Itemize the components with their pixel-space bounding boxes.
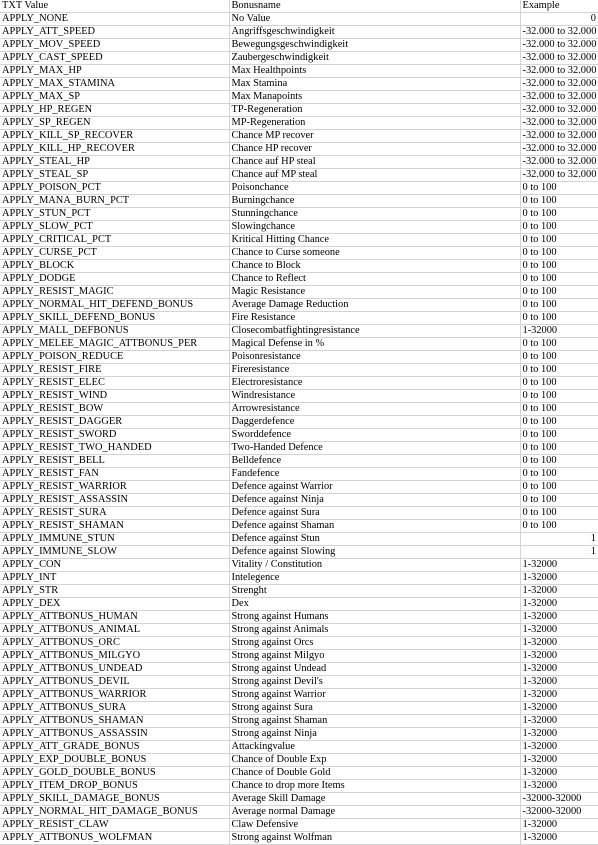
cell-example[interactable]: 1 (520, 533, 598, 546)
table-row (0, 338, 598, 351)
cell-bonusname[interactable]: Chance auf MP steal (229, 169, 520, 182)
cell-example[interactable]: 0 to 100 (520, 260, 598, 273)
cell-example[interactable]: 1-32000 (520, 741, 598, 754)
cell-bonusname[interactable]: Poisonresistance (229, 351, 520, 364)
cell-example[interactable]: 1-32000 (520, 754, 598, 767)
cell-example[interactable]: 1-32000 (520, 637, 598, 650)
table-row (0, 351, 598, 364)
cell-bonusname[interactable]: Max Manapoints (229, 91, 520, 104)
cell-bonusname[interactable]: Strong against Milgyo (229, 650, 520, 663)
table-row (0, 286, 598, 299)
cell-bonusname[interactable]: Chance HP recover (229, 143, 520, 156)
cell-bonusname[interactable]: Strong against Orcs (229, 637, 520, 650)
cell-example[interactable]: 0 to 100 (520, 416, 598, 429)
cell-example[interactable]: 0 to 100 (520, 273, 598, 286)
cell-txt-value[interactable]: APPLY_RESIST_BOW (0, 403, 229, 416)
cell-txt-value[interactable]: APPLY_POISON_REDUCE (0, 351, 229, 364)
cell-bonusname[interactable]: Chance to Block (229, 260, 520, 273)
table-row (0, 78, 598, 91)
cell-example[interactable]: 1-32000 (520, 559, 598, 572)
table-row (0, 689, 598, 702)
cell-example[interactable]: -32.000 to 32.000 (520, 91, 598, 104)
table-row (0, 247, 598, 260)
cell-txt-value[interactable]: APPLY_KILL_SP_RECOVER (0, 130, 229, 143)
cell-example[interactable]: 1-32000 (520, 325, 598, 338)
cell-bonusname[interactable]: Strong against Warrior (229, 689, 520, 702)
table-row (0, 273, 598, 286)
cell-example[interactable]: 0 to 100 (520, 520, 598, 533)
cell-bonusname[interactable]: Strong against Wolfman (229, 832, 520, 845)
cell-txt-value[interactable]: APPLY_SKILL_DAMAGE_BONUS (0, 793, 229, 806)
table-row (0, 325, 598, 338)
cell-example[interactable]: 1-32000 (520, 663, 598, 676)
cell-txt-value[interactable]: APPLY_CON (0, 559, 229, 572)
table-row (0, 156, 598, 169)
cell-txt-value[interactable]: APPLY_RESIST_FIRE (0, 364, 229, 377)
table-row (0, 403, 598, 416)
cell-example[interactable]: 0 to 100 (520, 429, 598, 442)
table-row (0, 26, 598, 39)
table-row (0, 455, 598, 468)
cell-example[interactable]: 0 to 100 (520, 403, 598, 416)
cell-bonusname[interactable]: Intelegence (229, 572, 520, 585)
cell-example[interactable]: 0 to 100 (520, 195, 598, 208)
table-row (0, 676, 598, 689)
table-row (0, 598, 598, 611)
cell-example[interactable]: 0 to 100 (520, 286, 598, 299)
cell-bonusname[interactable]: Chance to drop more Items (229, 780, 520, 793)
table-row (0, 260, 598, 273)
cell-bonusname[interactable]: Strong against Undead (229, 663, 520, 676)
table-row (0, 702, 598, 715)
cell-bonusname[interactable]: Stunningchance (229, 208, 520, 221)
cell-example[interactable]: 1-32000 (520, 676, 598, 689)
cell-txt-value[interactable]: APPLY_RESIST_BELL (0, 455, 229, 468)
cell-bonusname[interactable]: Defence against Warrior (229, 481, 520, 494)
cell-example[interactable]: 0 to 100 (520, 299, 598, 312)
header-bonusname[interactable]: Bonusname (229, 0, 520, 13)
table-row (0, 104, 598, 117)
cell-bonusname[interactable]: Claw Defensive (229, 819, 520, 832)
header-example[interactable]: Example (520, 0, 598, 13)
cell-txt-value[interactable]: APPLY_ATTBONUS_SHAMAN (0, 715, 229, 728)
cell-example[interactable]: 0 (520, 13, 598, 26)
cell-bonusname[interactable]: TP-Regeneration (229, 104, 520, 117)
cell-bonusname[interactable]: Magical Defense in % (229, 338, 520, 351)
cell-bonusname[interactable]: Attackingvalue (229, 741, 520, 754)
cell-example[interactable]: 0 to 100 (520, 494, 598, 507)
table-row (0, 559, 598, 572)
cell-bonusname[interactable]: Chance of Double Gold (229, 767, 520, 780)
cell-txt-value[interactable]: APPLY_ATT_SPEED (0, 26, 229, 39)
cell-bonusname[interactable]: MP-Regeneration (229, 117, 520, 130)
cell-txt-value[interactable]: APPLY_ATTBONUS_HUMAN (0, 611, 229, 624)
cell-txt-value[interactable]: APPLY_IMMUNE_STUN (0, 533, 229, 546)
table-row (0, 208, 598, 221)
cell-txt-value[interactable]: APPLY_ITEM_DROP_BONUS (0, 780, 229, 793)
cell-txt-value[interactable]: APPLY_EXP_DOUBLE_BONUS (0, 754, 229, 767)
cell-txt-value[interactable]: APPLY_RESIST_CLAW (0, 819, 229, 832)
cell-bonusname[interactable]: Burningchance (229, 195, 520, 208)
cell-bonusname[interactable]: Dex (229, 598, 520, 611)
cell-bonusname[interactable]: Magic Resistance (229, 286, 520, 299)
cell-bonusname[interactable]: Vitality / Constitution (229, 559, 520, 572)
table-row (0, 585, 598, 598)
cell-txt-value[interactable]: APPLY_RESIST_FAN (0, 468, 229, 481)
cell-bonusname[interactable]: Belldefence (229, 455, 520, 468)
header-row (0, 0, 598, 13)
table-row (0, 572, 598, 585)
cell-example[interactable]: 1 (520, 546, 598, 559)
cell-bonusname[interactable]: Arrowresistance (229, 403, 520, 416)
cell-example[interactable]: 1-32000 (520, 715, 598, 728)
table-row (0, 715, 598, 728)
cell-txt-value[interactable]: APPLY_DODGE (0, 273, 229, 286)
cell-example[interactable]: 1-32000 (520, 728, 598, 741)
cell-example[interactable]: 1-32000 (520, 767, 598, 780)
cell-example[interactable]: 1-32000 (520, 780, 598, 793)
table-row (0, 182, 598, 195)
cell-example[interactable]: -32.000 to 32.000 (520, 26, 598, 39)
cell-example[interactable]: -32.000 to 32.000 (520, 52, 598, 65)
cell-example[interactable]: -32.000 to 32.000 (520, 143, 598, 156)
cell-txt-value[interactable]: APPLY_RESIST_MAGIC (0, 286, 229, 299)
cell-txt-value[interactable]: APPLY_RESIST_WIND (0, 390, 229, 403)
cell-bonusname[interactable]: Closecombatfightingresistance (229, 325, 520, 338)
table-row (0, 442, 598, 455)
cell-bonusname[interactable]: Average Skill Damage (229, 793, 520, 806)
table-row (0, 806, 598, 819)
cell-example[interactable]: 1-32000 (520, 585, 598, 598)
table-row (0, 507, 598, 520)
table-row (0, 533, 598, 546)
cell-bonusname[interactable]: Strong against Devil's (229, 676, 520, 689)
cell-example[interactable]: 0 to 100 (520, 442, 598, 455)
table-row (0, 91, 598, 104)
cell-bonusname[interactable]: Strong against Shaman (229, 715, 520, 728)
table-row (0, 416, 598, 429)
cell-txt-value[interactable]: APPLY_RESIST_DAGGER (0, 416, 229, 429)
cell-example[interactable]: 1-32000 (520, 689, 598, 702)
cell-example[interactable]: 0 to 100 (520, 338, 598, 351)
cell-example[interactable]: 0 to 100 (520, 390, 598, 403)
cell-txt-value[interactable]: APPLY_RESIST_WARRIOR (0, 481, 229, 494)
cell-txt-value[interactable]: APPLY_STEAL_HP (0, 156, 229, 169)
cell-txt-value[interactable]: APPLY_BLOCK (0, 260, 229, 273)
cell-bonusname[interactable]: Slowingchance (229, 221, 520, 234)
cell-bonusname[interactable]: Defence against Slowing (229, 546, 520, 559)
cell-txt-value[interactable]: APPLY_RESIST_SHAMAN (0, 520, 229, 533)
cell-txt-value[interactable]: APPLY_RESIST_SWORD (0, 429, 229, 442)
table-row (0, 663, 598, 676)
cell-bonusname[interactable]: Fireresistance (229, 364, 520, 377)
cell-txt-value[interactable]: APPLY_RESIST_ELEC (0, 377, 229, 390)
cell-txt-value[interactable]: APPLY_MELEE_MAGIC_ATTBONUS_PER (0, 338, 229, 351)
cell-txt-value[interactable]: APPLY_DEX (0, 598, 229, 611)
table-row (0, 299, 598, 312)
table-row (0, 143, 598, 156)
cell-txt-value[interactable]: APPLY_MALL_DEFBONUS (0, 325, 229, 338)
table-row (0, 611, 598, 624)
cell-txt-value[interactable]: APPLY_STEAL_SP (0, 169, 229, 182)
cell-txt-value[interactable]: APPLY_CAST_SPEED (0, 52, 229, 65)
cell-txt-value[interactable]: APPLY_IMMUNE_SLOW (0, 546, 229, 559)
cell-txt-value[interactable]: APPLY_ATT_GRADE_BONUS (0, 741, 229, 754)
cell-txt-value[interactable]: APPLY_SKILL_DEFEND_BONUS (0, 312, 229, 325)
table-row (0, 728, 598, 741)
cell-txt-value[interactable]: APPLY_ATTBONUS_WOLFMAN (0, 832, 229, 845)
table-row (0, 793, 598, 806)
cell-txt-value[interactable]: APPLY_RESIST_SURA (0, 507, 229, 520)
cell-example[interactable]: 0 to 100 (520, 351, 598, 364)
table-row (0, 650, 598, 663)
cell-bonusname[interactable]: Angriffsgeschwindigkeit (229, 26, 520, 39)
cell-example[interactable]: -32000-32000 (520, 793, 598, 806)
cell-bonusname[interactable]: Strong against Sura (229, 702, 520, 715)
table-row (0, 624, 598, 637)
cell-example[interactable]: -32000-32000 (520, 806, 598, 819)
table-row (0, 234, 598, 247)
table-row (0, 481, 598, 494)
cell-example[interactable]: -32.000 to 32.000 (520, 169, 598, 182)
cell-txt-value[interactable]: APPLY_INT (0, 572, 229, 585)
cell-bonusname[interactable]: Sworddefence (229, 429, 520, 442)
cell-example[interactable]: 1-32000 (520, 611, 598, 624)
cell-bonusname[interactable]: Electroresistance (229, 377, 520, 390)
table-row (0, 221, 598, 234)
cell-bonusname[interactable]: Windresistance (229, 390, 520, 403)
cell-txt-value[interactable]: APPLY_NONE (0, 13, 229, 26)
cell-txt-value[interactable]: APPLY_NORMAL_HIT_DAMAGE_BONUS (0, 806, 229, 819)
cell-bonusname[interactable]: Defence against Shaman (229, 520, 520, 533)
cell-txt-value[interactable]: APPLY_ATTBONUS_SURA (0, 702, 229, 715)
cell-example[interactable]: -32.000 to 32.000 (520, 104, 598, 117)
cell-example[interactable]: 1-32000 (520, 624, 598, 637)
cell-example[interactable]: 1-32000 (520, 650, 598, 663)
cell-example[interactable]: 1-32000 (520, 832, 598, 845)
cell-example[interactable]: 0 to 100 (520, 468, 598, 481)
cell-txt-value[interactable]: APPLY_STUN_PCT (0, 208, 229, 221)
cell-example[interactable]: 1-32000 (520, 598, 598, 611)
cell-bonusname[interactable]: Average Damage Reduction (229, 299, 520, 312)
cell-bonusname[interactable]: Defence against Ninja (229, 494, 520, 507)
cell-example[interactable]: 0 to 100 (520, 364, 598, 377)
table-row (0, 130, 598, 143)
cell-txt-value[interactable]: APPLY_MAX_STAMINA (0, 78, 229, 91)
cell-bonusname[interactable]: Strenght (229, 585, 520, 598)
table-row (0, 468, 598, 481)
table-row (0, 169, 598, 182)
header-txt-value[interactable]: TXT Value (0, 0, 229, 13)
cell-example[interactable]: 1-32000 (520, 702, 598, 715)
cell-example[interactable]: 1-32000 (520, 572, 598, 585)
cell-example[interactable]: 0 to 100 (520, 182, 598, 195)
cell-txt-value[interactable]: APPLY_NORMAL_HIT_DEFEND_BONUS (0, 299, 229, 312)
cell-example[interactable]: 0 to 100 (520, 377, 598, 390)
cell-example[interactable]: 0 to 100 (520, 221, 598, 234)
cell-txt-value[interactable]: APPLY_ATTBONUS_ASSASSIN (0, 728, 229, 741)
cell-txt-value[interactable]: APPLY_CURSE_PCT (0, 247, 229, 260)
cell-txt-value[interactable]: APPLY_MANA_BURN_PCT (0, 195, 229, 208)
cell-bonusname[interactable]: Chance to Reflect (229, 273, 520, 286)
table-row (0, 767, 598, 780)
cell-bonusname[interactable]: Average normal Damage (229, 806, 520, 819)
cell-bonusname[interactable]: Chance MP recover (229, 130, 520, 143)
cell-bonusname[interactable]: Kritical Hitting Chance (229, 234, 520, 247)
cell-txt-value[interactable]: APPLY_MAX_SP (0, 91, 229, 104)
cell-txt-value[interactable]: APPLY_KILL_HP_RECOVER (0, 143, 229, 156)
cell-example[interactable]: 0 to 100 (520, 507, 598, 520)
cell-txt-value[interactable]: APPLY_ATTBONUS_ORC (0, 637, 229, 650)
table-row (0, 429, 598, 442)
table-row (0, 780, 598, 793)
cell-txt-value[interactable]: APPLY_ATTBONUS_MILGYO (0, 650, 229, 663)
cell-bonusname[interactable]: Chance of Double Exp (229, 754, 520, 767)
cell-bonusname[interactable]: Bewegungsgeschwindigkeit (229, 39, 520, 52)
cell-bonusname[interactable]: Max Stamina (229, 78, 520, 91)
table-row (0, 819, 598, 832)
cell-txt-value[interactable]: APPLY_SLOW_PCT (0, 221, 229, 234)
cell-example[interactable]: 0 to 100 (520, 455, 598, 468)
cell-example[interactable]: 0 to 100 (520, 247, 598, 260)
table-row (0, 312, 598, 325)
cell-bonusname[interactable]: Defence against Sura (229, 507, 520, 520)
cell-bonusname[interactable]: Poisonchance (229, 182, 520, 195)
cell-txt-value[interactable]: APPLY_ATTBONUS_DEVIL (0, 676, 229, 689)
cell-txt-value[interactable]: APPLY_RESIST_ASSASSIN (0, 494, 229, 507)
cell-txt-value[interactable]: APPLY_HP_REGEN (0, 104, 229, 117)
cell-example[interactable]: -32.000 to 32.000 (520, 117, 598, 130)
cell-txt-value[interactable]: APPLY_MOV_SPEED (0, 39, 229, 52)
table-row (0, 741, 598, 754)
cell-example[interactable]: -32.000 to 32.000 (520, 39, 598, 52)
cell-bonusname[interactable]: Daggerdefence (229, 416, 520, 429)
table-row (0, 377, 598, 390)
cell-example[interactable]: 0 to 100 (520, 208, 598, 221)
cell-bonusname[interactable]: Strong against Animals (229, 624, 520, 637)
cell-txt-value[interactable]: APPLY_STR (0, 585, 229, 598)
cell-bonusname[interactable]: Zaubergeschwindigkeit (229, 52, 520, 65)
cell-txt-value[interactable]: APPLY_MAX_HP (0, 65, 229, 78)
cell-bonusname[interactable]: Strong against Ninja (229, 728, 520, 741)
cell-example[interactable]: -32.000 to 32.000 (520, 78, 598, 91)
cell-txt-value[interactable]: APPLY_RESIST_TWO_HANDED (0, 442, 229, 455)
cell-example[interactable]: 1-32000 (520, 819, 598, 832)
cell-example[interactable]: 0 to 100 (520, 234, 598, 247)
cell-bonusname[interactable]: Chance auf HP steal (229, 156, 520, 169)
table-row (0, 754, 598, 767)
table-row (0, 117, 598, 130)
cell-txt-value[interactable]: APPLY_GOLD_DOUBLE_BONUS (0, 767, 229, 780)
cell-example[interactable]: -32.000 to 32.000 (520, 156, 598, 169)
cell-example[interactable]: -32.000 to 32.000 (520, 65, 598, 78)
table-row (0, 390, 598, 403)
table-row (0, 52, 598, 65)
table-row (0, 39, 598, 52)
table-row (0, 520, 598, 533)
cell-bonusname[interactable]: Two-Handed Defence (229, 442, 520, 455)
cell-bonusname[interactable]: Chance to Curse someone (229, 247, 520, 260)
cell-txt-value[interactable]: APPLY_ATTBONUS_ANIMAL (0, 624, 229, 637)
table-row (0, 65, 598, 78)
table-row (0, 546, 598, 559)
cell-txt-value[interactable]: APPLY_SP_REGEN (0, 117, 229, 130)
table-row (0, 13, 598, 26)
cell-txt-value[interactable]: APPLY_CRITICAL_PCT (0, 234, 229, 247)
cell-example[interactable]: 0 to 100 (520, 312, 598, 325)
cell-bonusname[interactable]: Fire Resistance (229, 312, 520, 325)
cell-txt-value[interactable]: APPLY_ATTBONUS_UNDEAD (0, 663, 229, 676)
cell-bonusname[interactable]: Strong against Humans (229, 611, 520, 624)
table-row (0, 364, 598, 377)
table-row (0, 637, 598, 650)
table-row (0, 494, 598, 507)
table-row (0, 195, 598, 208)
cell-bonusname[interactable]: Fandefence (229, 468, 520, 481)
cell-example[interactable]: 0 to 100 (520, 481, 598, 494)
cell-bonusname[interactable]: Max Healthpoints (229, 65, 520, 78)
cell-txt-value[interactable]: APPLY_ATTBONUS_WARRIOR (0, 689, 229, 702)
cell-txt-value[interactable]: APPLY_POISON_PCT (0, 182, 229, 195)
cell-bonusname[interactable]: No Value (229, 13, 520, 26)
cell-bonusname[interactable]: Defence against Stun (229, 533, 520, 546)
cell-example[interactable]: -32.000 to 32.000 (520, 130, 598, 143)
